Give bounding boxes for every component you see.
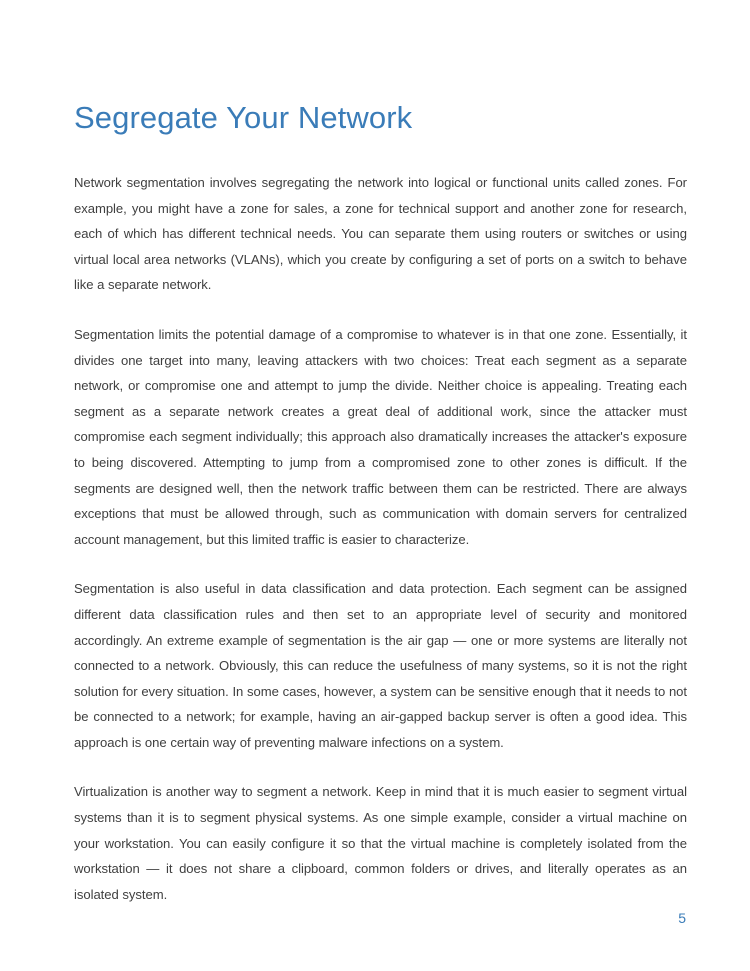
paragraph: Segmentation limits the potential damage of a compromise to whatever is in that one zone. Essentially, it divides one target into many, leaving attackers with two choices: Treat each segment as a separate network, or compromise one and attempt to jump the divide. Neither choice is appealing. Treating each segment as a separate network creates a great deal of additional work, since the attacker must compromise each segment individually; this approach also dramatically increases the attacker's exposure to being discovered. Attempting to jump from a compromised zone to other zones is difficult. If the segments are designed well, then the network traffic between them can be restricted. There are always exceptions that must be allowed through, such as communication with domain servers for centralized account management, but this limited traffic is easier to characterize. (74, 326, 687, 547)
paragraph: Virtualization is another way to segment a network. Keep in mind that it is much easier to segment virtual systems than it is to segment physical systems. As one simple example, consider a virtual machine on your workstation. You can easily configure it so that the virtual machine is completely isolated from the workstation — it does not share a clipboard, common folders or drives, and literally operates as an isolated system. (74, 784, 687, 902)
page-number: 5 (678, 910, 686, 926)
body-content (74, 170, 687, 907)
page-title: Segregate Your Network (74, 100, 413, 135)
paragraph: Segmentation is also useful in data classification and data protection. Each segment can be assigned different data classification rules and then set to an appropriate level of security and monitored accordingly. An extreme example of segmentation is the air gap — one or more systems are literally not connected to a network. Obviously, this can reduce the usefulness of many systems, so it is not the right solution for every situation. In some cases, however, a system can be sensitive enough that it needs to not be connected to a network; for example, having an air-gapped backup server is often a good idea. This approach is one certain way of preventing malware infections on a system. (74, 581, 687, 750)
paragraph: Network segmentation involves segregating the network into logical or functional units called zones. For example, you might have a zone for sales, a zone for technical support and another zone for research, each of which has different technical needs. You can separate them using routers or switches or using virtual local area networks (VLANs), which you create by configuring a set of ports on a switch to behave like a separate network. (74, 175, 687, 293)
